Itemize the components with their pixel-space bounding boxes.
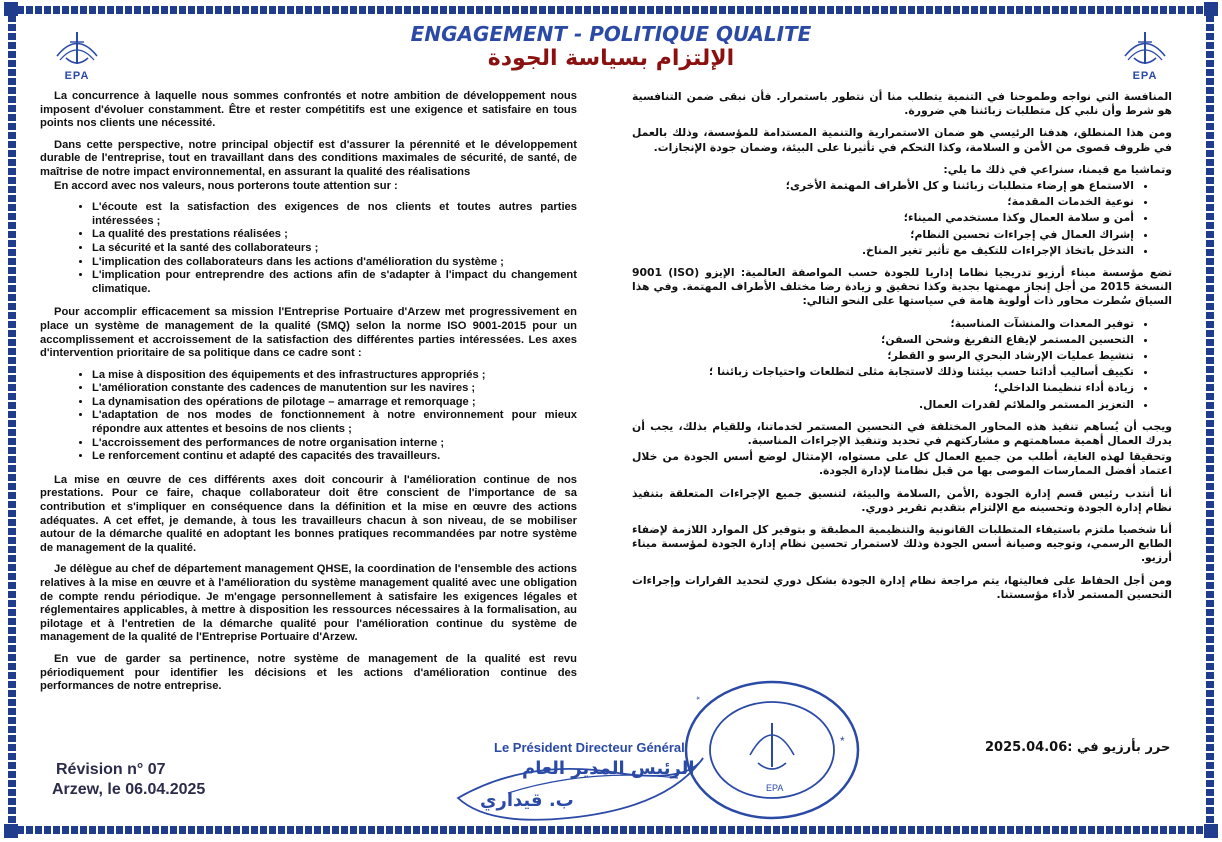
paragraph: Pour accomplir efficacement sa mission l'Entreprise Portuaire d'Arzew met progressivement en place un système de management de la qualité (SMQ) selon la norme ISO 9001-2015 pour un accomplissement et accroissement de la satisfaction des différentes parties intéressées. Les axes d'intervention prioritaire de sa politique dans ce cadre sont : [40, 306, 577, 360]
list-item: • L'implication pour entreprendre des actions afin de s'adapter à l'impact du changement climatique. [92, 269, 577, 296]
paragraph: Je délègue au chef de département management QHSE, la coordination de l'ensemble des actions relatives à la mise en œuvre et à l'amélioration du système management qualité avec une obligation de compte rendu périodique. Je m'engage personnellement à satisfaire les exigences légales et réglementaires applicables, à mettre à disposition les ressources nécessaires à la formalisation, au pilotage et à l'entretien de la démarche qualité pour l'amélioration continue du système de management de la qualité de l'Entreprise Portuaire d'Arzew. [40, 563, 577, 644]
paragraph: ويجب أن يُساهم تنفيذ هذه المحاور المختلفة في التحسين المستمر لخدماتنا، وللقيام بذلك، يجب أن يدرك العمال أهمية مساهمتهم و مشاركتهم في تحديد وتنفيذ الإجراءات المناسبة. [632, 419, 1172, 448]
arabic-column [632, 90, 1172, 610]
paragraph: أنا أنتدب رئيس قسم إدارة الجودة ,الأمن ,السلامة والبيئة، لتنسيق جميع الإجراءات المتعلقة بتنفيذ نظام إدارة الجودة وتحسينه مع الإلتزام بتقديم تقرير دوري. [632, 486, 1172, 514]
list-item: • L'accroissement des performances de notre organisation interne ; [92, 437, 577, 451]
list-item: • التعزيز المستمر والملائم لقدرات العمال. [632, 398, 1134, 412]
list-item: • تكييف أساليب أدائنا حسب بيئتنا وذلك لاستجابة مثلى لتطلعات واحتياجات زبائننا ؛ [632, 365, 1134, 379]
axes-list [632, 317, 1172, 412]
paragraph: Dans cette perspective, notre principal objectif est d'assurer la pérennité et le développement durable de l'entreprise, tout en travaillant dans des conditions maximales de sécurité, de santé, de maîtrise de notre impact environnemental, en assurant la qualité des réalisations [40, 138, 577, 178]
list-item: • تنشيط عمليات الإرشاد البحري الرسو و القطر؛ [632, 349, 1134, 363]
list-item: • توفير المعدات والمنشآت المناسبة؛ [632, 317, 1134, 331]
list-item: • L'amélioration constante des cadences de manutention sur les navires ; [92, 382, 577, 396]
paragraph: ومن هذا المنطلق، هدفنا الرئيسي هو ضمان الاستمرارية والتنمية المستدامة للمؤسسة، وذلك بالعمل في ظروف قصوى من الأمن و السلامة، وكذا التحكم في تأثيرنا على البيئة، وضمان جودة الإنجازات. [632, 126, 1172, 154]
svg-text:*: * [840, 734, 845, 748]
paragraph: La mise en œuvre de ces différents axes doit concourir à l'amélioration continue de nos prestations. Pour ce faire, chaque collaborateur doit être conscient de l'importance de sa contribution et s'impliquer en conséquence dans la définition et la mise en œuvre des actions adéquates. A cet effet, je demande, à tous les travailleurs chacun à son niveau, de se mobiliser autour de la démarche qualité en adoptant les bonnes pratiques recommandées par notre système de management de la qualité. [40, 473, 577, 554]
paragraph: المنافسة التي نواجه وطموحنا في التنمية يتطلب منا أن نتطور باستمرار. فأن نبقى ضمن التنافسية هو شرط وأن نلبي كل متطلبات زبائننا هي ضرورة. [632, 90, 1172, 118]
list-item: • أمن و سلامة العمال وكذا مستخدمي الميناء؛ [632, 211, 1134, 225]
paragraph: وتحقيقا لهذه الغاية، أطلب من جميع العمال كل على مستواه، الإمتثال لوضع أسس الجودة من خلال اعتماد أفضل الممارسات الموصى بها من قبل نظامنا لإدارة الجودة. [632, 450, 1172, 478]
logo-text: EPA [64, 70, 90, 82]
paragraph: ومن أجل الحفاظ على فعاليتها، يتم مراجعة نظام إدارة الجودة بشكل دوري لتحديد القرارات وإجراءات التحسين المستمر لأداء مؤسستنا. [632, 573, 1172, 601]
date-arabic: حرر بأرزيو في :2025.04.06 [985, 740, 1171, 755]
list-item: • زيادة أداء تنظيمنا الداخلي؛ [632, 381, 1134, 395]
frame-corner [4, 824, 18, 838]
signer-title-french: Le Président Directeur Général [494, 740, 685, 755]
paragraph: وتماشيا مع قيمنا، سنراعي في ذلك ما يلي: [943, 162, 1172, 176]
list-item: • La qualité des prestations réalisées ; [92, 228, 577, 242]
title-arabic: الإلتزام بسياسة الجودة [487, 46, 735, 71]
revision-number: Révision n° 07 [56, 761, 166, 778]
list-item: • نوعية الخدمات المقدمة؛ [632, 195, 1134, 209]
frame-left [8, 6, 16, 834]
frame-top [8, 6, 1214, 14]
paragraph: En accord avec nos valeurs, nous porterons toute attention sur : [54, 179, 398, 192]
list-item: • الاستماع هو إرضاء متطلبات زبائننا و كل الأطراف المهتمة الأخرى؛ [632, 179, 1134, 193]
paragraph: أنا شخصيا ملتزم باستيفاء المتطلبات القانونية والتنظيمية المطبقة و بتوفير كل الموارد اللازمة لإضفاء الطابع الرسمي، وتوجيه وصيانة أسس الجودة وذلك لاستمرار تحسين نظام إدارة الجودة لمؤسسة ميناء أرزيو. [632, 523, 1172, 565]
paragraph: En vue de garder sa pertinence, notre système de management de la qualité est revu périodiquement pour identifier les décisions et les actions d'amélioration continue des performances de notre entreprise. [40, 652, 577, 693]
list-item: • التحسين المستمر لإيقاع التفريغ وشحن السفن؛ [632, 333, 1134, 347]
frame-corner [1204, 2, 1218, 16]
list-item: • التدخل باتخاذ الإجراءات للتكيف مع تأثير تغير المناخ. [632, 244, 1134, 258]
list-item: • L'écoute est la satisfaction des exigences de nos clients et toutes autres parties intéressées ; [92, 201, 577, 228]
list-item: • إشراك العمال في إجراءات تحسين النظام؛ [632, 228, 1134, 242]
list-item: • La sécurité et la santé des collaborateurs ; [92, 242, 577, 256]
frame-right [1206, 6, 1214, 834]
svg-text:*: * [695, 694, 702, 705]
paragraph: La concurrence à laquelle nous sommes confrontés et notre ambition de développement nous imposent d'évoluer constamment. Être et rester compétitifs est une exigence et satisfaire en tous points nos clients une nécessité. [40, 90, 577, 130]
title-french: ENGAGEMENT - POLITIQUE QUALITE [410, 22, 812, 46]
list-item: • L'adaptation de nos modes de fonctionnement à notre environnement pour mieux répondre aux attentes et besoins de nos clients ; [92, 409, 577, 436]
paragraph: تضع مؤسسة ميناء أرزيو تدريجيا نظاما إداريا للجودة حسب المواصفة العالمية: الإيزو (ISO) 9001 النسخة 2015 من أجل إنجاز مهمتها بجدية وكذا تحقيق و زيادة رضا مختلف الأطراف المهتمة. وفي هذا السياق سُطرت محاور ذات أولوية هامة في سياستها على النحو التالي: [632, 266, 1172, 308]
place-date: Arzew, le 06.04.2025 [52, 781, 206, 798]
svg-text:EPA: EPA [766, 783, 784, 793]
frame-corner [1204, 824, 1218, 838]
list-item: • La dynamisation des opérations de pilotage – amarrage et remorquage ; [92, 396, 577, 410]
signer-name: ب. قيداري [480, 790, 574, 811]
list-item: • La mise à disposition des équipements et des infrastructures appropriés ; [92, 369, 577, 383]
french-column [40, 90, 577, 702]
signer-title-arabic: الرئيس المدير العام [522, 758, 695, 779]
axes-list [40, 369, 577, 464]
list-item: • Le renforcement continu et adapté des capacités des travailleurs. [92, 450, 577, 464]
frame-corner [4, 2, 18, 16]
values-list [40, 201, 577, 296]
values-list [632, 179, 1172, 258]
list-item: • L'implication des collaborateurs dans les actions d'amélioration du système ; [92, 256, 577, 270]
logo-text: EPA [1132, 70, 1158, 82]
